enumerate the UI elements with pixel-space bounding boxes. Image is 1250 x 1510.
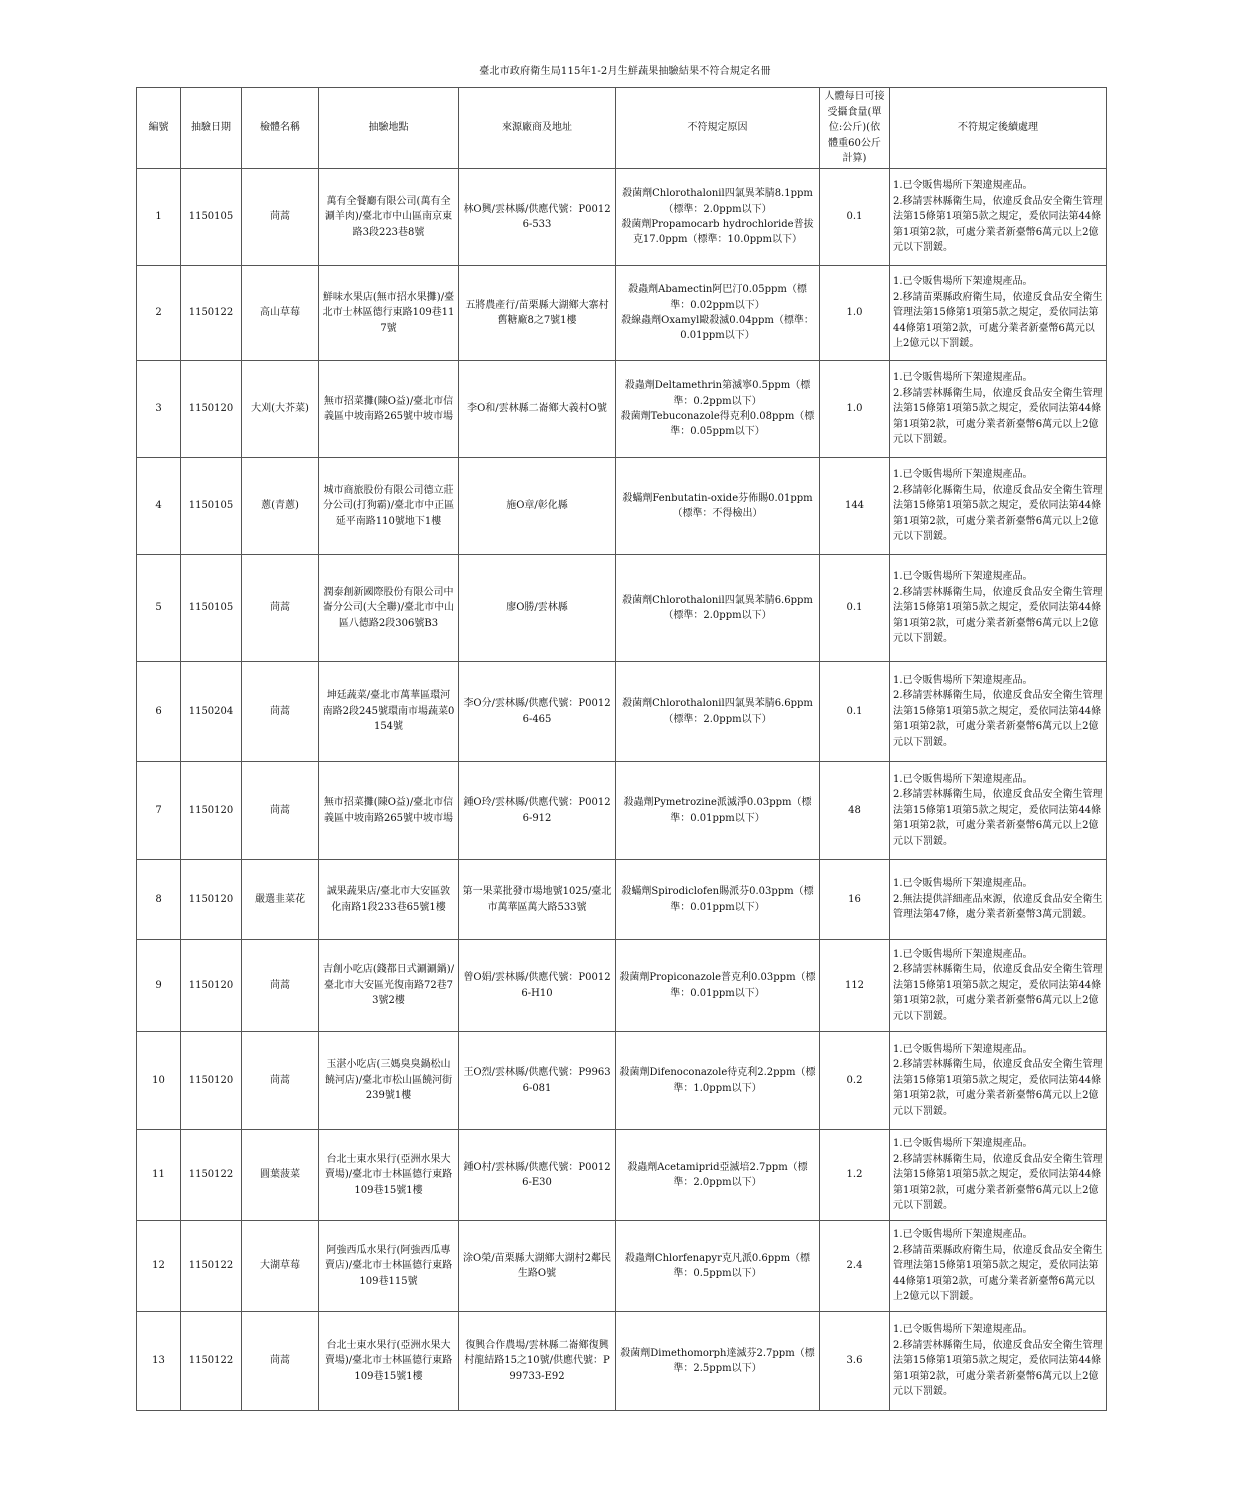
document-title: 臺北市政府衛生局115年1-2月生鮮蔬果抽驗結果不符合規定名冊	[479, 66, 771, 77]
cell-intake: 1.2	[820, 1130, 890, 1221]
cell-sample: 大湖草莓	[242, 1221, 319, 1312]
cell-source: 復興合作農場/雲林縣二崙鄉復興村龍結路15之10號/供應代號：P99733-E92	[459, 1312, 616, 1411]
followup-line-2: 2.移請苗栗縣政府衛生局，依違反食品安全衛生管理法第15條第1項第5款之規定，爰依同法第44條第1項第2款，可處分業者新臺幣6萬元以上2億元以下罰鍰。	[893, 291, 1103, 350]
reason-line-1: 殺菌劑Dimethomorph達滅芬2.7ppm（標準：2.5ppm以下）	[620, 1347, 815, 1374]
followup-line-1: 1.已令販售場所下架違規產品。	[893, 773, 1033, 785]
cell-location: 萬有全餐廳有限公司(萬有全涮羊肉)/臺北市中山區南京東路3段223巷8號	[319, 169, 459, 266]
cell-location: 城市商旅股份有限公司德立莊分公司(打狗霸)/臺北市中正區延平南路110號地下1樓	[319, 458, 459, 555]
cell-followup	[890, 662, 1107, 762]
cell-date: 1150120	[181, 361, 242, 458]
cell-intake: 1.0	[820, 266, 890, 361]
cell-date: 1150122	[181, 266, 242, 361]
followup-line-1: 1.已令販售場所下架違規產品。	[893, 1043, 1033, 1055]
followup-line-2: 2.移請雲林縣衛生局，依違反食品安全衛生管理法第15條第1項第5款之規定，爰依同法第44條第1項第2款，可處分業者新臺幣6萬元以上2億元以下罰鍰。	[893, 195, 1103, 254]
table-row	[137, 1032, 1107, 1130]
cell-source: 廖O勝/雲林縣	[459, 555, 616, 662]
cell-sample: 茼蒿	[242, 662, 319, 762]
cell-reason	[616, 1312, 820, 1411]
cell-source: 五將農產行/苗栗縣大湖鄉大寨村舊糖廠8之7號1樓	[459, 266, 616, 361]
cell-followup	[890, 458, 1107, 555]
cell-no: 2	[137, 266, 181, 361]
cell-followup	[890, 1221, 1107, 1312]
cell-no: 7	[137, 762, 181, 860]
cell-date: 1150120	[181, 762, 242, 860]
cell-source: 李O和/雲林縣二崙鄉大義村O號	[459, 361, 616, 458]
cell-sample: 茼蒿	[242, 940, 319, 1032]
cell-source: 第一果菜批發市場地號1025/臺北市萬華區萬大路533號	[459, 860, 616, 940]
violation-table	[136, 87, 1107, 1411]
cell-date: 1150105	[181, 458, 242, 555]
cell-source: 鍾O村/雲林縣/供應代號：P00126-E30	[459, 1130, 616, 1221]
header-followup: 不符規定後續處理	[890, 88, 1107, 169]
header-date: 抽驗日期	[181, 88, 242, 169]
cell-reason	[616, 1221, 820, 1312]
cell-location: 阿強西瓜水果行(阿強西瓜專賣店)/臺北市士林區德行東路109巷115號	[319, 1221, 459, 1312]
cell-followup	[890, 762, 1107, 860]
cell-reason	[616, 860, 820, 940]
followup-line-2: 2.移請雲林縣衛生局，依違反食品安全衛生管理法第15條第1項第5款之規定，爰依同法第44條第1項第2款，可處分業者新臺幣6萬元以上2億元以下罰鍰。	[893, 1059, 1103, 1117]
cell-followup	[890, 860, 1107, 940]
cell-location: 誠果蔬果店/臺北市大安區敦化南路1段233巷65號1樓	[319, 860, 459, 940]
table-row	[137, 940, 1107, 1032]
cell-intake: 1.0	[820, 361, 890, 458]
followup-line-2: 2.移請雲林縣衛生局，依違反食品安全衛生管理法第15條第1項第5款之規定，爰依同法第44條第1項第2款，可處分業者新臺幣6萬元以上2億元以下罰鍰。	[893, 586, 1103, 645]
table-row	[137, 762, 1107, 860]
cell-source: 李O分/雲林縣/供應代號：P00126-465	[459, 662, 616, 762]
reason-line-1: 殺蟎劑Fenbutatin-oxide芬佈賜0.01ppm（標準：不得檢出）	[622, 492, 813, 519]
reason-line-1: 殺蟲劑Abamectin阿巴汀0.05ppm（標準：0.02ppm以下）	[628, 284, 807, 311]
cell-intake: 48	[820, 762, 890, 860]
cell-no: 4	[137, 458, 181, 555]
cell-reason	[616, 940, 820, 1032]
cell-intake: 0.1	[820, 169, 890, 266]
cell-sample: 茼蒿	[242, 1032, 319, 1130]
followup-line-1: 1.已令販售場所下架違規產品。	[893, 372, 1033, 384]
cell-source: 鍾O玲/雲林縣/供應代號：P00126-912	[459, 762, 616, 860]
reason-line-1: 殺菌劑Chlorothalonil四氯異苯腈6.6ppm（標準：2.0ppm以下）	[622, 594, 813, 621]
cell-intake: 0.1	[820, 555, 890, 662]
followup-line-1: 1.已令販售場所下架違規產品。	[893, 1324, 1033, 1336]
cell-intake: 112	[820, 940, 890, 1032]
table-row	[137, 662, 1107, 762]
cell-date: 1150122	[181, 1221, 242, 1312]
cell-no: 11	[137, 1130, 181, 1221]
header-source: 來源廠商及地址	[459, 88, 616, 169]
reason-line-1: 殺蟲劑Chlorfenapyr克凡派0.6ppm（標準：0.5ppm以下）	[624, 1252, 811, 1279]
cell-sample: 大刈(大芥菜)	[242, 361, 319, 458]
cell-reason	[616, 762, 820, 860]
reason-line-1: 殺菌劑Chlorothalonil四氯異苯腈6.6ppm（標準：2.0ppm以下）	[622, 698, 813, 725]
followup-line-1: 1.已令販售場所下架違規產品。	[893, 674, 1033, 686]
reason-line-2: 殺菌劑Tebuconazole得克利0.08ppm（標準：0.05ppm以下）	[620, 411, 815, 438]
cell-followup	[890, 940, 1107, 1032]
cell-followup	[890, 266, 1107, 361]
cell-source: 王O烈/雲林縣/供應代號：P99636-081	[459, 1032, 616, 1130]
cell-reason	[616, 1130, 820, 1221]
followup-line-2: 2.移請雲林縣衛生局，依違反食品安全衛生管理法第15條第1項第5款之規定，爰依同法第44條第1項第2款，可處分業者新臺幣6萬元以上2億元以下罰鍰。	[893, 964, 1103, 1022]
cell-intake: 16	[820, 860, 890, 940]
cell-sample: 高山草莓	[242, 266, 319, 361]
reason-line-1: 殺菌劑Propiconazole普克利0.03ppm（標準：0.01ppm以下）	[619, 972, 816, 999]
cell-no: 13	[137, 1312, 181, 1411]
cell-sample: 圓葉菠菜	[242, 1130, 319, 1221]
cell-location: 吉創小吃店(錢都日式涮涮鍋)/臺北市大安區光復南路72巷73號2樓	[319, 940, 459, 1032]
cell-date: 1150120	[181, 1032, 242, 1130]
cell-sample: 嚴選韭菜花	[242, 860, 319, 940]
cell-sample: 蔥(青蔥)	[242, 458, 319, 555]
followup-line-1: 1.已令販售場所下架違規產品。	[893, 1138, 1033, 1150]
cell-location: 潤泰創新國際股份有限公司中崙分公司(大全聯)/臺北市中山區八德路2段306號B3	[319, 555, 459, 662]
followup-line-2: 2.移請雲林縣衛生局，依違反食品安全衛生管理法第15條第1項第5款之規定，爰依同法第44條第1項第2款，可處分業者新臺幣6萬元以上2億元以下罰鍰。	[893, 789, 1103, 847]
followup-line-1: 1.已令販售場所下架違規產品。	[893, 1229, 1033, 1241]
cell-reason	[616, 1032, 820, 1130]
cell-followup	[890, 1130, 1107, 1221]
cell-sample: 茼蒿	[242, 1312, 319, 1411]
reason-line-1: 殺蟲劑Acetamiprid亞滅培2.7ppm（標準：2.0ppm以下）	[627, 1161, 808, 1188]
table-row	[137, 458, 1107, 555]
table-row	[137, 1312, 1107, 1411]
cell-reason	[616, 555, 820, 662]
reason-line-1: 殺菌劑Chlorothalonil四氯異苯腈8.1ppm（標準：2.0ppm以下）	[622, 188, 813, 215]
cell-intake: 0.1	[820, 662, 890, 762]
reason-line-1: 殺菌劑Difenoconazole待克利2.2ppm（標準：1.0ppm以下）	[619, 1067, 816, 1094]
cell-no: 5	[137, 555, 181, 662]
cell-location: 坤廷蔬菜/臺北市萬華區環河南路2段245號環南市場蔬菜0154號	[319, 662, 459, 762]
cell-no: 9	[137, 940, 181, 1032]
cell-no: 10	[137, 1032, 181, 1130]
header-sample: 檢體名稱	[242, 88, 319, 169]
followup-line-1: 1.已令販售場所下架違規產品。	[893, 180, 1033, 192]
cell-no: 8	[137, 860, 181, 940]
cell-location: 無市招菜攤(陳O益)/臺北市信義區中坡南路265號中坡市場	[319, 762, 459, 860]
followup-line-1: 1.已令販售場所下架違規產品。	[893, 878, 1033, 890]
cell-date: 1150122	[181, 1130, 242, 1221]
cell-date: 1150122	[181, 1312, 242, 1411]
cell-date: 1150120	[181, 860, 242, 940]
followup-line-2: 2.移請彰化縣衛生局，依違反食品安全衛生管理法第15條第1項第5款之規定，爰依同法第44條第1項第2款，可處分業者新臺幣6萬元以上2億元以下罰鍰。	[893, 484, 1103, 543]
cell-reason	[616, 458, 820, 555]
header-location: 抽驗地點	[319, 88, 459, 169]
cell-sample: 茼蒿	[242, 169, 319, 266]
cell-followup	[890, 1032, 1107, 1130]
followup-line-2: 2.移請雲林縣衛生局，依違反食品安全衛生管理法第15條第1項第5款之規定，爰依同法第44條第1項第2款，可處分業者新臺幣6萬元以上2億元以下罰鍰。	[893, 1339, 1103, 1398]
cell-reason	[616, 169, 820, 266]
header-reason: 不符規定原因	[616, 88, 820, 169]
cell-intake: 3.6	[820, 1312, 890, 1411]
cell-source: 曾O娟/雲林縣/供應代號：P00126-H10	[459, 940, 616, 1032]
cell-source: 涂O榮/苗栗縣大湖鄉大湖村2鄰民生路O號	[459, 1221, 616, 1312]
cell-no: 3	[137, 361, 181, 458]
header-intake: 人體每日可接受攝食量(單位:公斤)(依體重60公斤計算)	[820, 88, 890, 169]
cell-location: 鮮味水果店(無市招水果攤)/臺北市士林區德行東路109巷117號	[319, 266, 459, 361]
followup-line-2: 2.移請雲林縣衛生局，依違反食品安全衛生管理法第15條第1項第5款之規定，爰依同法第44條第1項第2款，可處分業者新臺幣6萬元以上2億元以下罰鍰。	[893, 690, 1103, 748]
cell-no: 12	[137, 1221, 181, 1312]
reason-line-1: 殺蟲劑Pymetrozine派滅淨0.03ppm（標準：0.01ppm以下）	[623, 797, 812, 824]
cell-no: 6	[137, 662, 181, 762]
cell-intake: 0.2	[820, 1032, 890, 1130]
reason-line-1: 殺蟲劑Deltamethrin第滅寧0.5ppm（標準：0.2ppm以下）	[624, 380, 811, 407]
cell-date: 1150105	[181, 169, 242, 266]
cell-date: 1150105	[181, 555, 242, 662]
cell-location: 台北士東水果行(亞洲水果大賣場)/臺北市士林區德行東路109巷15號1樓	[319, 1312, 459, 1411]
cell-source: 施O章/彰化縣	[459, 458, 616, 555]
cell-reason	[616, 266, 820, 361]
reason-line-2: 殺線蟲劑Oxamyl毆殺滅0.04ppm（標準：0.01ppm以下）	[621, 315, 814, 342]
cell-followup	[890, 361, 1107, 458]
cell-intake: 2.4	[820, 1221, 890, 1312]
cell-followup	[890, 1312, 1107, 1411]
table-row	[137, 361, 1107, 458]
table-row	[137, 1221, 1107, 1312]
cell-reason	[616, 361, 820, 458]
cell-sample: 茼蒿	[242, 555, 319, 662]
cell-location: 台北士東水果行(亞洲水果大賣場)/臺北市士林區德行東路109巷15號1樓	[319, 1130, 459, 1221]
table-row	[137, 169, 1107, 266]
header-row	[137, 88, 1107, 169]
cell-date: 1150120	[181, 940, 242, 1032]
cell-date: 1150204	[181, 662, 242, 762]
table-row	[137, 860, 1107, 940]
header-no: 編號	[137, 88, 181, 169]
followup-line-1: 1.已令販售場所下架違規產品。	[893, 571, 1033, 583]
followup-line-1: 1.已令販售場所下架違規產品。	[893, 276, 1033, 288]
cell-followup	[890, 169, 1107, 266]
table-row	[137, 555, 1107, 662]
followup-line-2: 2.移請雲林縣衛生局，依違反食品安全衛生管理法第15條第1項第5款之規定，爰依同法第44條第1項第2款，可處分業者新臺幣6萬元以上2億元以下罰鍰。	[893, 387, 1103, 446]
table-row	[137, 1130, 1107, 1221]
followup-line-2: 2.移請苗栗縣政府衛生局，依違反食品安全衛生管理法第15條第1項第5款之規定，爰依同法第44條第1項第2款，可處分業者新臺幣6萬元以上2億元以下罰鍰。	[893, 1244, 1103, 1303]
cell-sample: 茼蒿	[242, 762, 319, 860]
followup-line-2: 2.移請雲林縣衛生局，依違反食品安全衛生管理法第15條第1項第5款之規定，爰依同法第44條第1項第2款，可處分業者新臺幣6萬元以上2億元以下罰鍰。	[893, 1153, 1103, 1212]
cell-source: 林O興/雲林縣/供應代號：P00126-533	[459, 169, 616, 266]
cell-no: 1	[137, 169, 181, 266]
followup-line-1: 1.已令販售場所下架違規產品。	[893, 948, 1033, 960]
followup-line-1: 1.已令販售場所下架違規產品。	[893, 469, 1033, 481]
cell-location: 無市招菜攤(陳O益)/臺北市信義區中坡南路265號中坡市場	[319, 361, 459, 458]
followup-line-2: 2.無法提供詳細產品來源，依違反食品安全衛生管理法第47條，處分業者新臺幣3萬元罰鍰。	[893, 893, 1103, 921]
reason-line-2: 殺菌劑Propamocarb hydrochloride普拔克17.0ppm（標準：10.0ppm以下）	[621, 219, 814, 246]
cell-intake: 144	[820, 458, 890, 555]
cell-followup	[890, 555, 1107, 662]
cell-reason	[616, 662, 820, 762]
reason-line-1: 殺蟎劑Spirodiclofen賜派芬0.03ppm（標準：0.01ppm以下）	[621, 886, 814, 913]
cell-location: 玉湛小吃店(三媽臭臭鍋松山饒河店)/臺北市松山區饒河街239號1樓	[319, 1032, 459, 1130]
table-row	[137, 266, 1107, 361]
